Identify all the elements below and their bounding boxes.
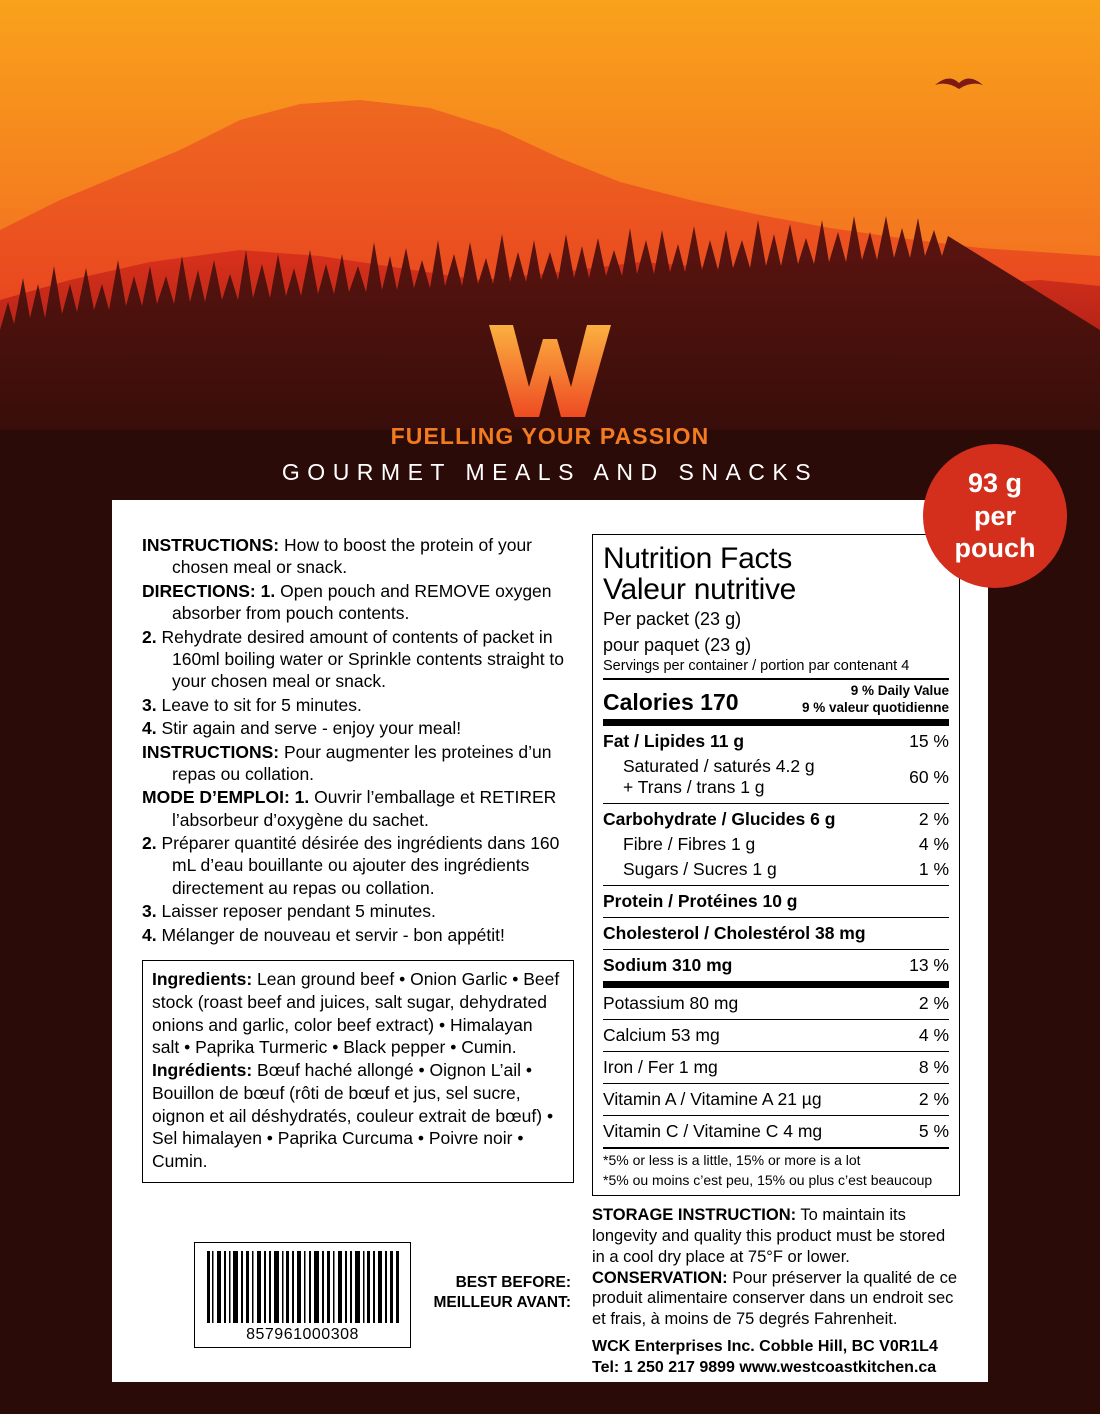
nft-row-fat <box>603 729 949 754</box>
nft-row-potassium <box>603 991 949 1016</box>
nft-row-vitamin-a-pct: 2 % <box>918 1089 949 1110</box>
barcode-number: 857961000308 <box>246 1326 359 1343</box>
nft-row-carbohydrate <box>603 807 949 832</box>
nft-row-sugars <box>603 857 949 882</box>
nft-row-fibre-name: Fibre / Fibres 1 g <box>623 834 756 855</box>
directions-en-step-2 <box>142 626 574 693</box>
ingredients-en-text: Lean ground beef • Onion Garlic • Beef stock (roast beef and juices, salt sugar, dehydrated onions and garlic, color beef extract) • Himalayan salt • Paprika Turmeric • Black pepper • Cumin. <box>152 969 560 1058</box>
storage-fr-text: Pour préserver la qualité de ce produit alimentaire conserver dans un endroit sec et frais, à moins de 75 degrés Fahrenheit. <box>592 1268 957 1329</box>
nft-calories-row <box>603 683 949 716</box>
step-en-2-num: 2. <box>142 626 157 647</box>
brand-block <box>0 325 1100 486</box>
ingredients-fr-label: Ingrédients: <box>152 1060 253 1081</box>
nft-row-calcium <box>603 1023 949 1048</box>
best-before-en: BEST BEFORE: <box>455 1274 571 1292</box>
nft-row-carbohydrate-pct: 2 % <box>918 809 949 830</box>
nft-row-calcium-name: Calcium 53 mg <box>603 1025 720 1046</box>
step-fr-1-num: 1. <box>294 787 310 808</box>
step-fr-2-text: Préparer quantité désirée des ingrédients dans 160 mL d’eau bouillante ou ajouter des ingrédients directement au repas ou collation. <box>161 833 560 898</box>
directions-en-step-1 <box>142 580 574 625</box>
nft-serving-fr: pour paquet (23 g) <box>603 634 752 655</box>
nft-row-vitamin-a <box>603 1087 949 1112</box>
step-fr-4-text: Mélanger de nouveau et servir - bon appétit! <box>161 924 505 945</box>
ingredients-box <box>142 960 574 1183</box>
nutrition-facts-panel <box>592 534 960 1196</box>
nft-row-sat-trans-pct: 60 % <box>909 766 949 787</box>
instructions-fr-text: Pour augmenter les proteines d’un repas ou collation. <box>172 741 552 784</box>
nft-dv-header-en: 9 % Daily Value <box>850 683 949 699</box>
nft-row-fibre-pct: 4 % <box>918 834 949 855</box>
nft-row-sodium <box>603 953 949 978</box>
nft-row-fat-name: Fat / Lipides 11 g <box>603 731 745 752</box>
best-before-fr: MEILLEUR AVANT: <box>433 1293 571 1311</box>
storage-fr <box>592 1268 960 1330</box>
directions-fr-step-1 <box>142 786 574 831</box>
badge-line-2: per <box>973 500 1017 531</box>
weight-badge <box>923 444 1067 588</box>
nft-title-fr: Valeur nutritive <box>603 573 797 607</box>
nft-calories: Calories 170 <box>603 688 739 715</box>
ingredients-fr <box>152 1059 564 1173</box>
nft-row-fibre <box>603 832 949 857</box>
nft-row-calcium-pct: 4 % <box>918 1025 949 1046</box>
step-fr-2-num: 2. <box>142 833 157 854</box>
nft-row-vitamin-c <box>603 1119 949 1144</box>
directions-en-step-4 <box>142 717 574 739</box>
step-fr-4-num: 4. <box>142 924 157 945</box>
directions-en-step-3 <box>142 694 574 716</box>
directions-fr-step-4 <box>142 924 574 946</box>
nft-row-potassium-pct: 2 % <box>918 993 949 1014</box>
barcode-row <box>194 1242 574 1348</box>
ingredients-en-label: Ingredients: <box>152 969 253 990</box>
step-en-4-num: 4. <box>142 718 157 739</box>
nft-row-vitamin-c-name: Vitamin C / Vitamine C 4 mg <box>603 1121 823 1142</box>
nft-row-carbohydrate-name: Carbohydrate / Glucides 6 g <box>603 809 836 830</box>
nft-title-en: Nutrition Facts <box>603 542 792 575</box>
nft-row-protein <box>603 889 949 914</box>
label-panel <box>112 500 988 1382</box>
instructions-en <box>142 534 574 946</box>
step-en-3-num: 3. <box>142 694 157 715</box>
storage-fr-label: CONSERVATION: <box>592 1268 728 1287</box>
storage-en <box>592 1205 960 1267</box>
storage-en-label: STORAGE INSTRUCTION: <box>592 1206 797 1225</box>
nft-row-cholesterol <box>603 921 949 946</box>
nft-row-iron-name: Iron / Fer 1 mg <box>603 1057 718 1078</box>
storage-block <box>592 1205 960 1379</box>
nft-row-saturated-name: Saturated / saturés 4.2 g <box>623 756 815 777</box>
barcode-box <box>194 1242 411 1348</box>
directions-en-label: DIRECTIONS: <box>142 580 256 601</box>
step-en-1-num: 1. <box>260 580 276 601</box>
company-address <box>592 1336 960 1379</box>
nft-row-sugars-pct: 1 % <box>918 859 949 880</box>
directions-fr-label: MODE D’EMPLOI: <box>142 787 290 808</box>
step-en-3-text: Leave to sit for 5 minutes. <box>161 694 362 715</box>
best-before-block <box>421 1273 571 1348</box>
company-address-line-1: WCK Enterprises Inc. Cobble Hill, BC V0R1L4 <box>592 1337 938 1355</box>
nft-row-trans-name: + Trans / trans 1 g <box>623 777 765 798</box>
instructions-fr-label: INSTRUCTIONS: <box>142 741 280 762</box>
nft-row-sodium-pct: 13 % <box>909 955 949 976</box>
nft-row-protein-name: Protein / Protéines 10 g <box>603 891 798 912</box>
nft-row-cholesterol-name: Cholesterol / Cholestérol 38 mg <box>603 923 866 944</box>
storage-en-text: To maintain its longevity and quality this product must be stored in a cool dry place at 75°F or lower. <box>592 1206 946 1266</box>
instructions-fr-heading <box>142 741 574 786</box>
brand-tagline: FUELLING YOUR PASSION <box>390 423 710 449</box>
nft-row-vitamin-a-name: Vitamin A / Vitamine A 21 µg <box>603 1089 822 1110</box>
nft-row-sodium-name: Sodium 310 mg <box>603 955 733 976</box>
step-en-4-text: Stir again and serve - enjoy your meal! <box>161 718 462 739</box>
nft-row-saturated-trans <box>603 754 949 800</box>
brand-subtagline: GOURMET MEALS AND SNACKS <box>281 459 819 485</box>
nft-row-iron-pct: 8 % <box>918 1057 949 1078</box>
badge-line-1: 93 g <box>967 467 1023 498</box>
nft-footnote-fr: *5% ou moins c’est peu, 15% ou plus c’est beaucoup <box>603 1171 933 1188</box>
instructions-en-text: How to boost the protein of your chosen meal or snack. <box>172 535 533 578</box>
nft-servings-per-container: Servings per container / portion par contenant 4 <box>603 657 910 674</box>
barcode-icon <box>205 1251 401 1323</box>
nft-row-vitamin-c-pct: 5 % <box>918 1121 949 1142</box>
instructions-en-label: INSTRUCTIONS: <box>142 535 280 555</box>
ingredients-en <box>152 968 564 1059</box>
nft-row-fat-pct: 15 % <box>909 731 949 752</box>
step-fr-3-text: Laisser reposer pendant 5 minutes. <box>161 901 436 922</box>
company-contact-line: Tel: 1 250 217 9899 www.westcoastkitchen.ca <box>592 1359 937 1377</box>
nft-dv-header <box>802 683 949 716</box>
step-en-2-text: Rehydrate desired amount of contents of packet in 160ml boiling water or Sprinkle contents straight to your chosen meal or snack. <box>161 626 565 692</box>
badge-line-3: pouch <box>954 533 1036 564</box>
nft-row-sugars-name: Sugars / Sucres 1 g <box>623 859 777 880</box>
nft-row-potassium-name: Potassium 80 mg <box>603 993 739 1014</box>
directions-fr-step-2 <box>142 832 574 899</box>
nft-serving-en: Per packet (23 g) <box>603 609 742 630</box>
left-column <box>142 534 574 1362</box>
directions-fr-step-3 <box>142 900 574 922</box>
nft-footnote-en: *5% or less is a little, 15% or more is a lot <box>603 1152 861 1169</box>
step-en-1-text: Open pouch and REMOVE oxygen absorber from pouch contents. <box>172 580 552 624</box>
nft-row-iron <box>603 1055 949 1080</box>
instructions-en-heading <box>142 534 574 579</box>
nft-dv-header-fr: 9 % valeur quotidienne <box>801 699 949 715</box>
ingredients-fr-text: Bœuf haché allongé • Oignon L’ail • Bouillon de bœuf (rôti de bœuf et jus, sel sucre, oignon et ail déshydratés, couleur extrait de bœuf) • Sel himalayen • Paprika Curcuma • Poivre noir • Cumin. <box>152 1060 554 1172</box>
right-column <box>592 534 960 1377</box>
step-fr-3-num: 3. <box>142 901 157 922</box>
step-fr-1-text: Ouvrir l’emballage et RETIRER l’absorbeur d’oxygène du sachet. <box>172 787 557 830</box>
w-monogram-icon <box>485 325 615 417</box>
